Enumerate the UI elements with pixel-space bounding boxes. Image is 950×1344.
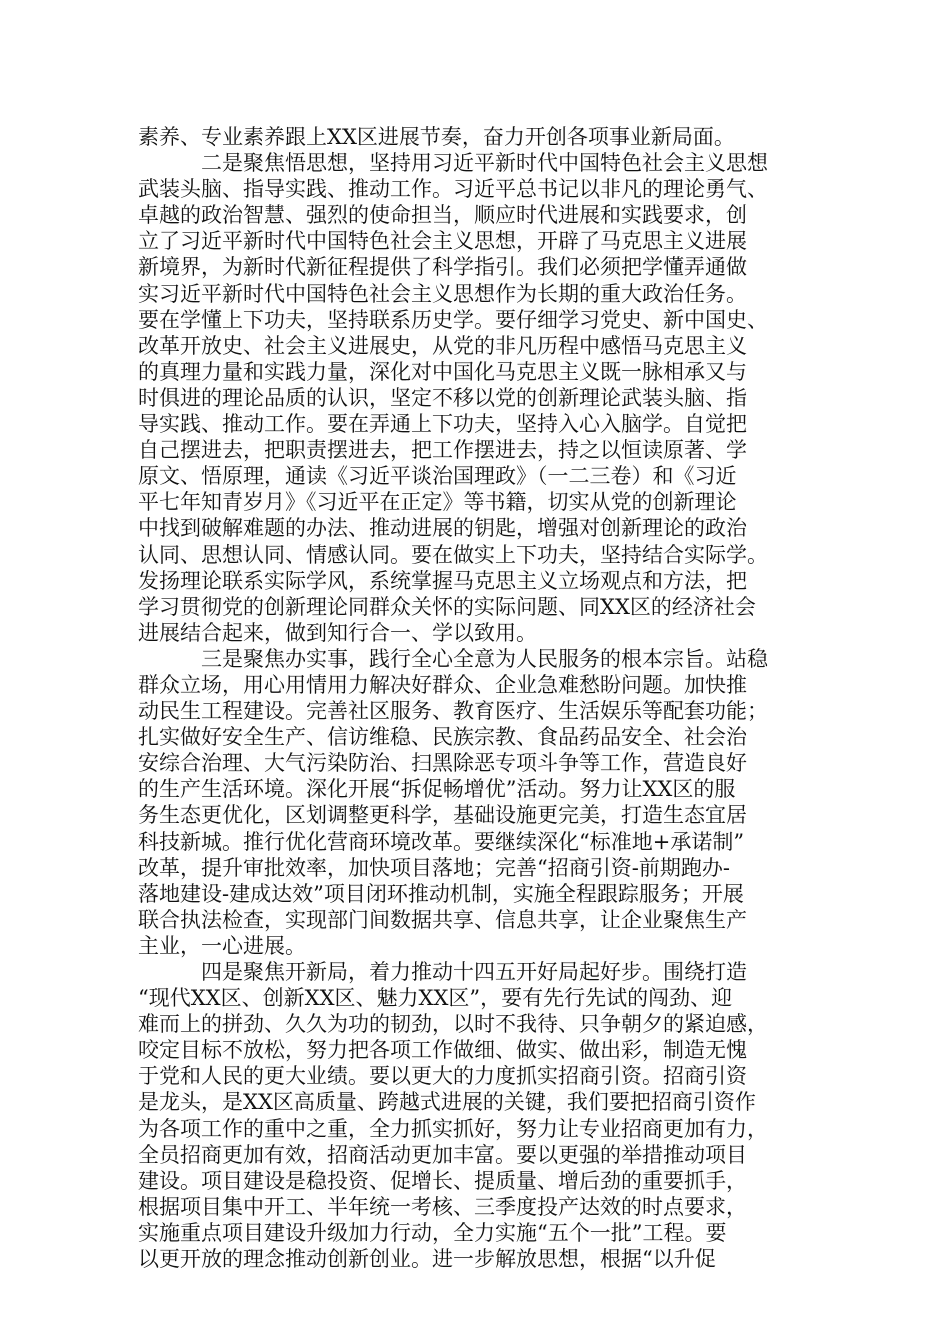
text-line: 要在学懂上下功夫，坚持联系历史学。要仔细学习党史、新中国史、	[138, 307, 768, 332]
text-line: 于党和人民的更大业绩。要以更大的力度抓实招商引资。招商引资	[138, 1064, 747, 1089]
text-line: 是龙头，是XX区高质量、跨越式进展的关键，我们要把招商引资作	[138, 1090, 756, 1115]
text-line: 群众立场，用心用情用力解决好群众、企业急难愁盼问题。加快推	[138, 672, 747, 697]
text-line: 务生态更优化，区划调整更科学，基础设施更完美，打造生态宜居	[138, 803, 747, 828]
document-body	[138, 124, 818, 1272]
text-line: 进展结合起来，做到知行合一、学以致用。	[138, 620, 537, 645]
text-line: 时俱进的理论品质的认识，坚定不移以党的创新理论武装头脑、指	[138, 385, 747, 410]
text-line: 学习贯彻党的创新理论同群众关怀的实际问题、同XX区的经济社会	[138, 594, 756, 619]
text-line: 发扬理论联系实际学风，系统掌握马克思主义立场观点和方法，把	[138, 568, 747, 593]
text-line: 原文、悟原理，通读《习近平谈治国理政》（一二三卷）和《习近	[138, 464, 737, 489]
text-line: 立了习近平新时代中国特色社会主义思想，开辟了马克思主义进展	[138, 229, 747, 254]
text-line: 难而上的拼劲、久久为功的韧劲，以时不我待、只争朝夕的紧迫感，	[138, 1012, 768, 1037]
paragraph-start-line: 四是聚焦开新局，着力推动十四五开好局起好步。围绕打造	[201, 960, 747, 984]
text-line: “现代XX区、创新XX区、魅力XX区”，要有先行先试的闯劲、迎	[138, 986, 733, 1011]
text-line: 武装头脑、指导实践、推动工作。习近平总书记以非凡的理论勇气、	[138, 177, 768, 202]
text-line: 导实践、推动工作。要在弄通上下功夫，坚持入心入脑学。自觉把	[138, 412, 747, 437]
text-line: 实施重点项目建设升级加力行动，全力实施“五个一批”工程。要	[138, 1220, 727, 1245]
text-line: 新境界，为新时代新征程提供了科学指引。我们必须把学懂弄通做	[138, 255, 747, 280]
text-line: 平七年知青岁月》《习近平在正定》等书籍，切实从党的创新理论	[138, 490, 737, 515]
text-line: 全员招商更加有效，招商活动更加丰富。要以更强的举措推动项目	[138, 1142, 747, 1167]
text-line: 实习近平新时代中国特色社会主义思想作为长期的重大政治任务。	[138, 281, 747, 306]
text-line: 改革，提升审批效率，加快项目落地；完善“招商引资-前期跑办-	[138, 855, 730, 880]
text-line: 改革开放史、社会主义进展史，从党的非凡历程中感悟马克思主义	[138, 333, 747, 358]
text-line: 中找到破解难题的办法、推动进展的钥匙，增强对创新理论的政治	[138, 516, 747, 541]
text-line: 动民生工程建设。完善社区服务、教育医疗、生活娱乐等配套功能；	[138, 699, 768, 724]
text-line: 联合执法检查，实现部门间数据共享、信息共享，让企业聚焦生产	[138, 907, 747, 932]
text-line: 扎实做好安全生产、信访维稳、民族宗教、食品药品安全、社会治	[138, 725, 747, 750]
text-line: 认同、思想认同、情感认同。要在做实上下功夫，坚持结合实际学。	[138, 542, 768, 567]
text-line: 自己摆进去，把职责摆进去，把工作摆进去，持之以恒读原著、学	[138, 438, 747, 463]
text-line: 科技新城。推行优化营商环境改革。要继续深化“标准地+承诺制”	[138, 829, 745, 854]
text-line: 以更开放的理念推动创新创业。进一步解放思想，根据“以升促	[138, 1247, 716, 1272]
text-line: 卓越的政治智慧、强烈的使命担当，顺应时代进展和实践要求，创	[138, 203, 747, 228]
paragraph-start-line: 三是聚焦办实事，践行全心全意为人民服务的根本宗旨。站稳	[201, 646, 768, 671]
text-line: 为各项工作的重中之重，全力抓实抓好，努力让专业招商更加有力，	[138, 1116, 768, 1141]
text-line: 的真理力量和实践力量，深化对中国化马克思主义既一脉相承又与	[138, 359, 747, 384]
text-line: 主业，一心进展。	[138, 933, 306, 958]
text-line: 根据项目集中开工、半年统一考核、三季度投产达效的时点要求，	[138, 1194, 747, 1219]
text-line: 安综合治理、大气污染防治、扫黑除恶专项斗争等工作，营造良好	[138, 751, 747, 776]
text-line: 建设。项目建设是稳投资、促增长、提质量、增后劲的重要抓手，	[138, 1168, 747, 1193]
text-line: 素养、专业素养跟上XX区进展节奏，奋力开创各项事业新局面。	[138, 125, 735, 149]
paragraph-start-line: 二是聚焦悟思想，坚持用习近平新时代中国特色社会主义思想	[201, 151, 768, 176]
text-line: 的生产生活环境。深化开展“拆促畅增优”活动。努力让XX区的服	[138, 777, 736, 802]
text-line: 落地建设-建成达效”项目闭环推动机制，实施全程跟踪服务；开展	[138, 881, 744, 906]
text-line: 咬定目标不放松，努力把各项工作做细、做实、做出彩，制造无愧	[138, 1038, 747, 1063]
